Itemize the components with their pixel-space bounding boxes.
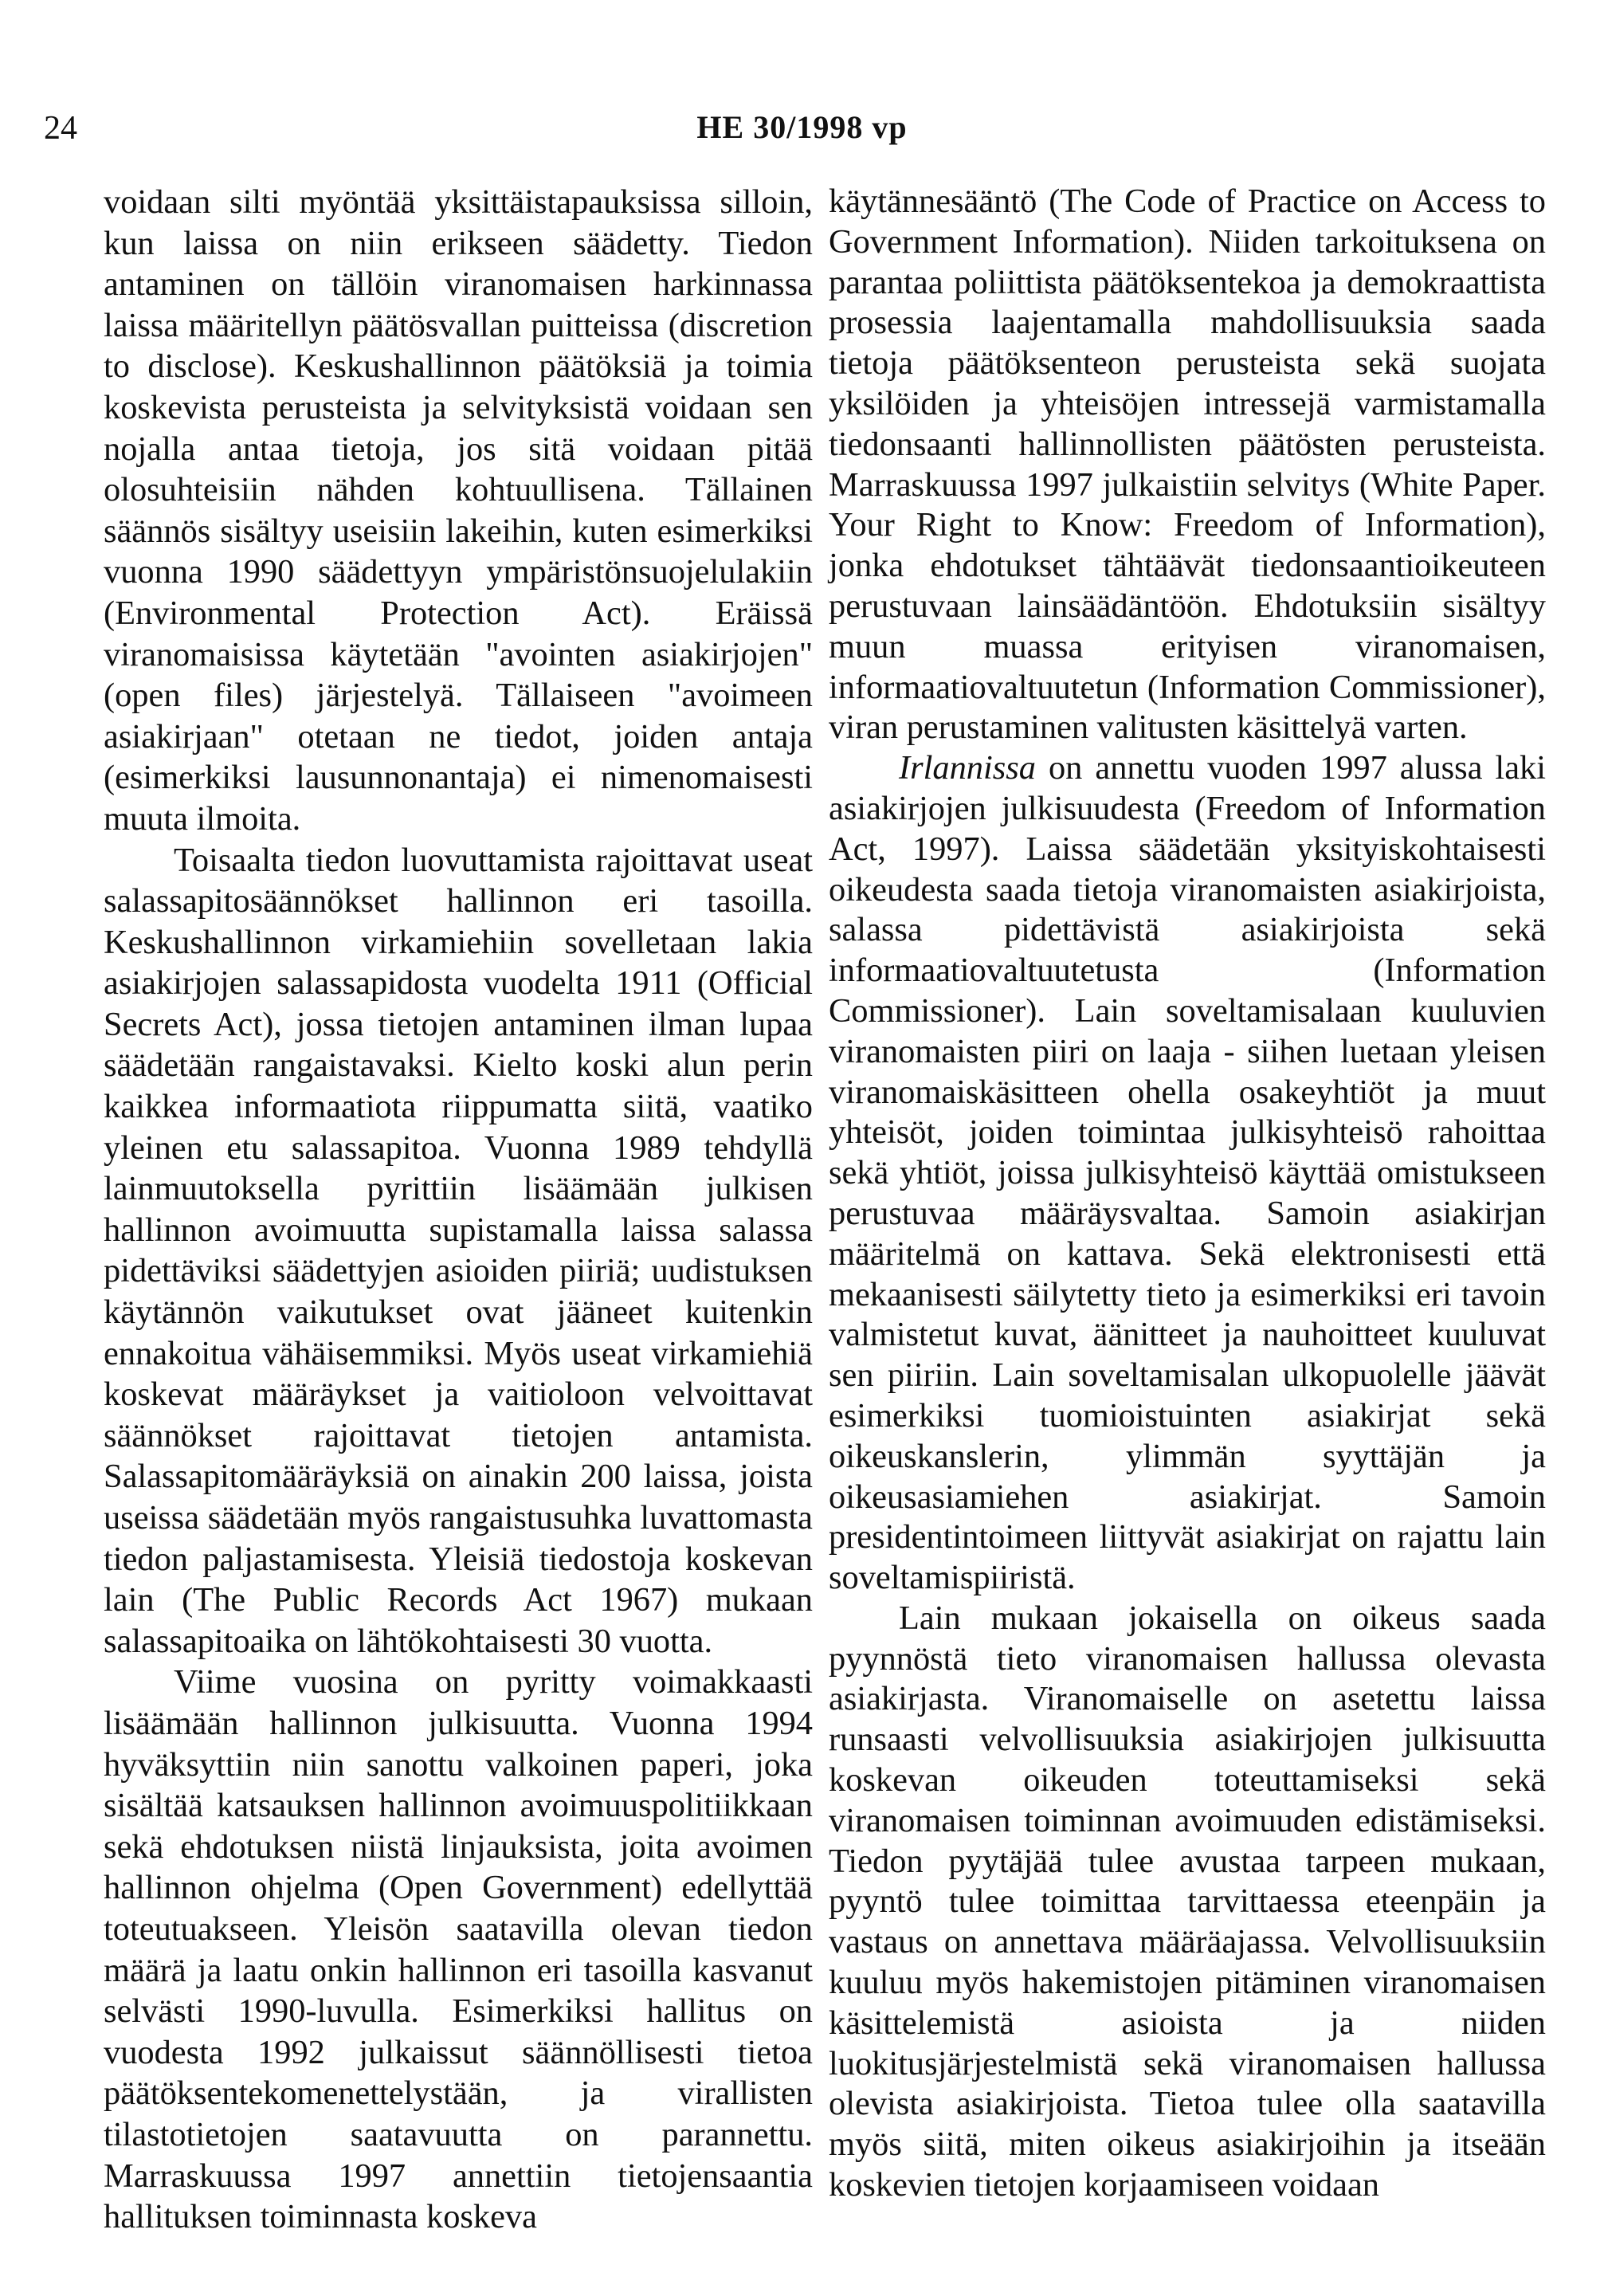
running-head: HE 30/1998 vp [696,109,908,145]
right-column [829,182,1546,2206]
right-paragraph-1: käytännesääntö (The Code of Practice on Access to Government Information). Niiden tarkoituksena on parantaa poliittista päätöksentekoa ja demokraattista prosessia laajentamalla mahdollisuuksia saada tietoja päätöksenteon perusteista sekä suojata yksilöiden ja yhteisöjen intressejä varmistamalla tiedonsaanti hallinnollisten päätösten perusteista. Marraskuussa 1997 julkaistiin selvitys (White Paper. Your Right to Know: Freedom of Information), jonka ehdotukset tähtäävät tiedonsaantioikeuteen perustuvaan lainsäädäntöön. Ehdotuksiin sisältyy muun muassa erityisen viranomaisen, informaatiovaltuutetun (Information Commissioner), viran perustaminen valitusten käsittelyä varten. [829,183,1546,747]
country-name-irlannissa: Irlannissa [899,749,1036,787]
left-paragraph-2: Toisaalta tiedon luovuttamista rajoittavat useat salassapitosäännökset hallinnon eri tasoilla. Keskushallinnon virkamiehiin sovelletaan lakia asiakirjojen salassapidosta vuodelta 1911 (Official Secrets Act), jossa tietojen antaminen ilman lupaa säädetään rangaistavaksi. Kielto koski alun perin kaikkea informaatiota riippumatta siitä, vaatiko yleinen etu salassapitoa. Vuonna 1989 tehdyllä lainmuutoksella pyrittiin lisäämään julkisen hallinnon avoimuutta supistamalla laissa salassa pidettäviksi säädettyjen asioiden piiriä; uudistuksen käytännön vaikutukset ovat jääneet kuitenkin ennakoitua vähäisemmiksi. Myös useat virkamiehiä koskevat määräykset ja vaitioloon velvoittavat säännökset rajoittavat tietojen antamista. Salassapitomääräyksiä on ainakin 200 laissa, joista useissa säädetään myös rangaistusuhka luvattomasta tiedon paljastamisesta. Yleisiä tiedostoja koskevan lain (The Public Records Act 1967) mukaan salassapitoaika on lähtökohtaisesti 30 vuotta. [104,841,813,1660]
right-paragraph-3: Lain mukaan jokaisella on oikeus saada pyynnöstä tieto viranomaisen hallussa olevasta asiakirjasta. Viranomaiselle on asetettu laissa runsaasti velvollisuuksia asiakirjojen julkisuutta koskevan oikeuden toteuttamiseksi sekä viranomaisen toiminnan avoimuuden edistämiseksi. Tiedon pyytäjää tulee avustaa tarpeen mukaan, pyyntö tulee toimittaa tarvittaessa eteenpäin ja vastaus on annettava määräajassa. Velvollisuuksiin kuuluu myös hakemistojen pitäminen viranomaisen käsittelemistä asioista ja niiden luokitusjärjestelmistä sekä viranomaisen hallussa olevista asiakirjoista. Tietoa tulee olla saatavilla myös siitä, miten oikeus asiakirjoihin ja itseään koskevien tietojen korjaamiseen voidaan [829,1599,1546,2204]
left-column [104,182,813,2238]
left-paragraph-3: Viime vuosina on pyritty voimakkaasti lisäämään hallinnon julkisuutta. Vuonna 1994 hyväksyttiin niin sanottu valkoinen paperi, joka sisältää katsauksen hallinnon avoimuuspolitiikkaan sekä ehdotuksen niistä linjauksista, joita avoimen hallinnon ohjelma (Open Government) edellyttää toteutuakseen. Yleisön saatavilla olevan tiedon määrä ja laatu onkin hallinnon eri tasoilla kasvanut selvästi 1990-luvulla. Esimerkiksi hallitus on vuodesta 1992 julkaissut säännöllisesti tietoa päätöksentekomenettelystään, ja virallisten tilastotietojen saatavuutta on parannettu. Marraskuussa 1997 annettiin tietojensaantia hallituksen toiminnasta koskeva [104,1663,813,2236]
page-number: 24 [44,110,77,147]
right-paragraph-2-text: on annettu vuoden 1997 alussa laki asiakirjojen julkisuudesta (Freedom of Information Act, 1997). Laissa säädetään yksityiskohtaisesti oikeudesta saada tietoja viranomaisten asiakirjoista, salassa pidettävistä asiakirjoista sekä informaatiovaltuutetusta (Information Commissioner). Lain soveltamisalaan kuuluvien viranomaisten piiri on laaja - siihen luetaan yleisen viranomaiskäsitteen ohella osakeyhtiöt ja muut yhteisöt, joiden toimintaa julkisyhteisö rahoittaa sekä yhtiöt, joissa julkisyhteisö käyttää omistukseen perustuvaa määräysvaltaa. Samoin asiakirjan määritelmä on kattava. Sekä elektronisesti että mekaanisesti säilytetty tieto ja esimerkiksi eri tavoin valmistetut kuvat, äänitteet ja nauhoitteet kuuluvat sen piiriin. Lain soveltamisalan ulkopuolelle jäävät esimerkiksi tuomioistuinten asiakirjat sekä oikeuskanslerin, ylimmän syyttäjän ja oikeusasiamiehen asiakirjat. Samoin presidentintoimeen liittyvät asiakirjat on rajattu lain soveltamispiiristä. [829,749,1546,1597]
left-paragraph-1: voidaan silti myöntää yksittäistapauksissa silloin, kun laissa on niin erikseen säädetty. Tiedon antaminen on tällöin viranomaisen harkinnassa laissa määritellyn päätösvallan puitteissa (discretion to disclose). Keskushallinnon päätöksiä ja toimia koskevista perusteista ja selvityksistä voidaan sen nojalla antaa tietoja, jos sitä voidaan pitää olosuhteisiin nähden kohtuullisena. Tällainen säännös sisältyy useisiin lakeihin, kuten esimerkiksi vuonna 1990 säädettyyn ympäristönsuojelulakiin (Environmental Protection Act). Eräissä viranomaisissa käytetään "avointen asiakirjojen" (open files) järjestelyä. Tällaiseen "avoimeen asiakirjaan" otetaan ne tiedot, joiden antaja (esimerkiksi lausunnonantaja) ei nimenomaisesti muuta ilmoita. [104,183,813,838]
right-paragraph-2 [829,748,1546,1599]
